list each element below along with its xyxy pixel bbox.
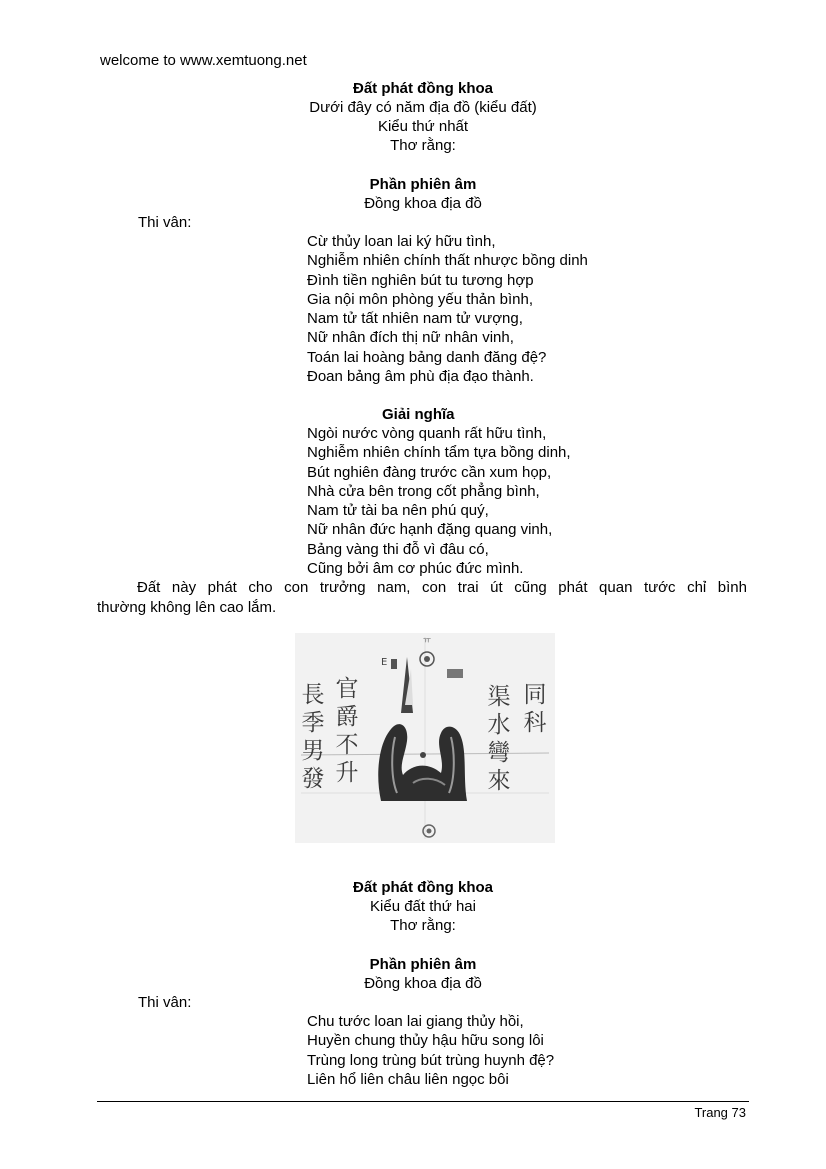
style-line: Kiểu thứ nhất (377, 118, 469, 135)
poem-line: Nữ nhân đích thị nữ nhân vinh, (307, 329, 514, 347)
poem-line: Nam tử tất nhiên nam tử vượng, (307, 310, 523, 328)
map-caption-col-2: 官爵不升 (335, 676, 359, 786)
poem-line: Gia nội môn phòng yếu thản bình, (307, 290, 533, 308)
translation-line: Nhà cửa bên trong cốt phẳng bình, (307, 482, 540, 500)
phien-am-subtitle-2: Đồng khoa địa đồ (364, 975, 482, 992)
poem-line: Nghiễm nhiên chính thất nhược bồng dinh (307, 252, 588, 270)
translation-line: Ngòi nước vòng quanh rất hữu tình, (307, 425, 547, 442)
footer-divider (97, 1101, 749, 1102)
poem-line: Chu tước loan lai giang thủy hồi, (307, 1013, 524, 1030)
page-number: Trang 73 (694, 1105, 746, 1120)
site-header: welcome to www.xemtuong.net (100, 52, 307, 69)
translation-line: Nam tử tài ba nên phú quý, (307, 502, 489, 520)
svg-text:ㅠ: ㅠ (423, 636, 431, 645)
map-caption-col-4: 同科 (523, 682, 547, 736)
map-caption-col-3: 渠水彎來 (487, 684, 511, 794)
poem-line: Toán lai hoàng bảng danh đăng đệ? (307, 348, 547, 366)
feng-shui-map-figure (295, 633, 555, 843)
map-caption-col-1: 長季男發 (301, 682, 325, 792)
paragraph-line: Đất này phát cho con trưởng nam, con trai út cũng phát quan tước chỉ bình (137, 579, 747, 596)
translation-line: Bút nghiên đàng trước cần xum họp, (307, 463, 552, 481)
section-title: Đất phát đồng khoa (353, 80, 493, 97)
translation-line: Nghiễm nhiên chính tẩm tựa bồng dinh, (307, 444, 571, 462)
poem-intro-2: Thơ rằng: (390, 917, 456, 934)
translation-line: Cũng bởi âm cơ phúc đức mình. (307, 560, 524, 578)
poem-line: Đoan bảng âm phù địa đạo thành. (307, 368, 534, 386)
intro-line: Dưới đây có năm địa đồ (kiểu đất) (309, 99, 537, 116)
paragraph-line: thường không lên cao lắm. (97, 598, 277, 616)
poem-block (307, 232, 588, 386)
translation-block (307, 424, 571, 578)
translation-line: Bảng vàng thi đỗ vì đâu có, (307, 540, 489, 558)
poem-block-2 (307, 1012, 554, 1089)
phien-am-heading-2: Phần phiên âm (369, 956, 477, 973)
poem-line: Huyền chung thủy hậu hữu song lôi (307, 1032, 544, 1050)
poem-line: Trùng long trùng bút trùng huynh đệ? (307, 1051, 555, 1069)
phien-am-subtitle: Đồng khoa địa đồ (364, 195, 482, 212)
thi-van-label: Thi vân: (138, 214, 192, 231)
poem-line: Cừ thủy loan lai ký hữu tình, (307, 233, 496, 250)
svg-text:E: E (381, 657, 388, 668)
poem-line: Liên hổ liên châu liên ngọc bôi (307, 1070, 509, 1088)
giai-nghia-heading: Giải nghĩa (382, 406, 455, 423)
description-paragraph (97, 578, 747, 617)
thi-van-label-2: Thi vân: (138, 994, 192, 1011)
phien-am-heading: Phần phiên âm (369, 176, 477, 193)
poem-intro: Thơ rằng: (390, 137, 456, 154)
translation-line: Nữ nhân đức hạnh đặng quang vinh, (307, 521, 553, 539)
poem-line: Đình tiền nghiên bút tu tương hợp (307, 271, 534, 289)
section-title-2: Đất phát đồng khoa (353, 879, 493, 896)
style-line-2: Kiểu đất thứ hai (370, 898, 476, 915)
